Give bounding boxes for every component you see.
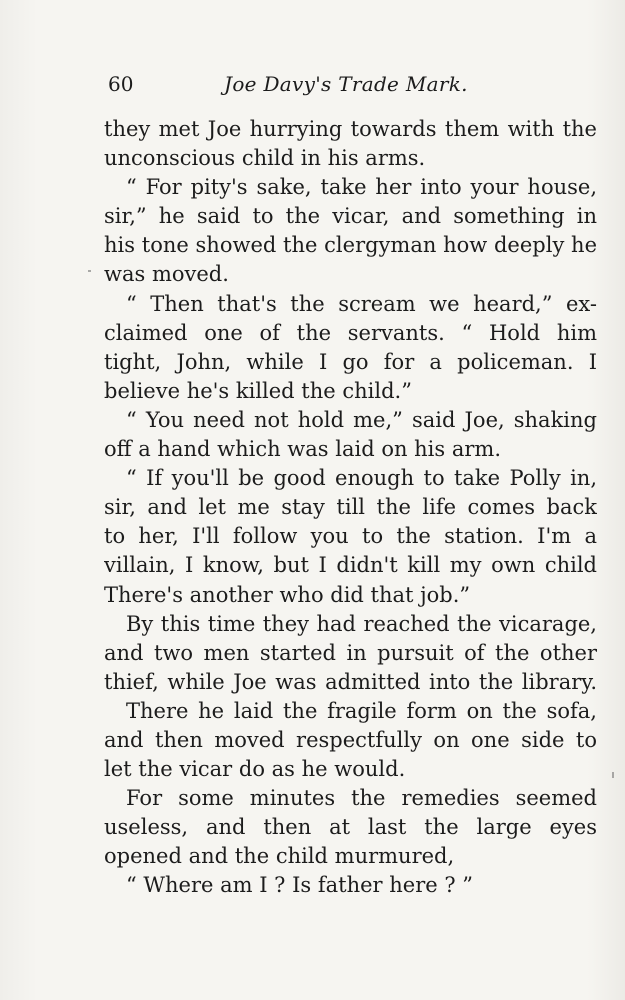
- text-line: and two men started in pursuit of the other: [104, 640, 597, 665]
- text-line: off a hand which was laid on his arm.: [104, 437, 502, 462]
- text-line: By this time they had reached the vicarage,: [126, 611, 597, 636]
- text-line: and then moved respectfully on one side to: [104, 727, 597, 752]
- print-speck: [612, 772, 614, 778]
- text-line: villain, I know, but I didn't kill my own child: [104, 553, 597, 578]
- text-line: sir, and let me stay till the life comes back: [104, 495, 597, 520]
- text-line: useless, and then at last the large eyes: [104, 815, 597, 840]
- text-line: tight, John, while I go for a policeman. I: [104, 349, 597, 374]
- text-line: “ Where am I ? Is father here ? ”: [126, 873, 474, 898]
- text-line: sir,” he said to the vicar, and something in: [104, 204, 597, 229]
- text-line: “ Then that's the scream we heard,” ex-: [126, 291, 597, 316]
- text-line: There's another who did that job.”: [104, 582, 471, 607]
- page-number: 60: [108, 72, 134, 96]
- print-speck: [88, 270, 91, 272]
- text-line: “ For pity's sake, take her into your house,: [126, 175, 597, 200]
- text-line: For some minutes the remedies seemed: [126, 786, 597, 811]
- text-line: “ If you'll be good enough to take Polly in,: [126, 466, 597, 491]
- text-line: to her, I'll follow you to the station. I'm a: [104, 524, 597, 549]
- text-line: thief, while Joe was admitted into the library.: [104, 669, 597, 694]
- body-text: [104, 115, 597, 901]
- text-line: “ You need not hold me,” said Joe, shaking: [126, 407, 597, 432]
- text-line: they met Joe hurrying towards them with the: [104, 117, 597, 141]
- text-line: his tone showed the clergyman how deeply he: [104, 233, 597, 258]
- text-line: claimed one of the servants. “ Hold him: [104, 320, 597, 345]
- text-line: There he laid the fragile form on the sofa,: [126, 698, 597, 723]
- text-line: unconscious child in his arms.: [104, 146, 426, 171]
- running-title: Joe Davy's Trade Mark.: [224, 72, 468, 96]
- text-line: believe he's killed the child.”: [104, 378, 412, 403]
- page-header: [104, 70, 499, 106]
- text-line: opened and the child murmured,: [104, 844, 455, 869]
- text-line: was moved.: [104, 262, 229, 287]
- text-line: let the vicar do as he would.: [104, 757, 406, 782]
